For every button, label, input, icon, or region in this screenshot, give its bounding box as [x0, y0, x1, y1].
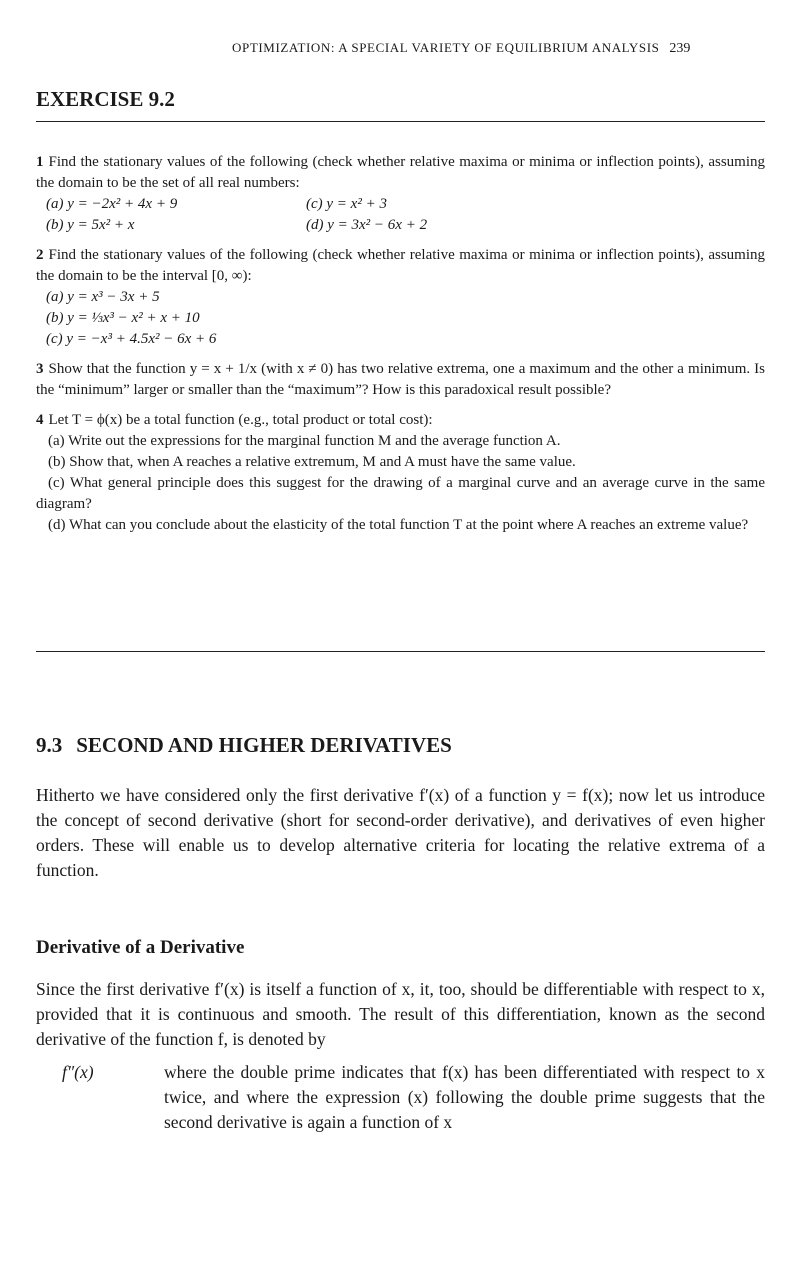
- section-heading: [36, 733, 452, 758]
- exercise-number: 2: [36, 247, 44, 263]
- exercise-part: (b) Show that, when A reaches a relative extremum, M and A must have the same value.: [48, 454, 576, 470]
- exercise-list: [36, 152, 765, 545]
- section-number: 9.3: [36, 733, 63, 757]
- subsection-paragraph: Since the first derivative f′(x) is itself a function of x, it, too, should be differentiable with respect to x, provided that it is continuous and smooth. The result of this differentiation, known as the second derivative of the function f, is denoted by: [36, 979, 765, 1049]
- exercise-part: (d) y = 3x² − 6x + 2: [306, 217, 428, 233]
- exercise-text: Show that the function y = x + 1/x (with x ≠ 0) has two relative extrema, one a maximum and the other a minimum. Is the “minimum” larger or smaller than the “maximum”? How is this paradoxical result possible?: [36, 361, 765, 398]
- exercise-item-4: [36, 410, 765, 536]
- page-number: 239: [669, 41, 691, 56]
- exercise-number: 1: [36, 154, 44, 170]
- exercise-number: 3: [36, 361, 44, 377]
- exercise-item-3: [36, 359, 765, 401]
- exercise-item-2: [36, 245, 765, 350]
- definition-block: [62, 1060, 765, 1135]
- exercise-text: Find the stationary values of the following (check whether relative maxima or minima or inflection points), assuming the domain to be the set of all real numbers:: [36, 154, 765, 191]
- running-title: OPTIMIZATION: A SPECIAL VARIETY OF EQUILIBRIUM ANALYSIS: [232, 40, 660, 55]
- exercise-number: 4: [36, 412, 44, 428]
- exercise-part: (a) y = −2x² + 4x + 9: [46, 196, 178, 212]
- definition-text: where the double prime indicates that f(x) has been differentiated with respect to x twice, and where the expression (x) following the double prime suggests that the second derivative is again a function of x: [164, 1062, 765, 1132]
- section-title: SECOND AND HIGHER DERIVATIVES: [76, 733, 452, 757]
- exercise-part: (c) y = −x³ + 4.5x² − 6x + 6: [46, 331, 217, 347]
- exercise-part: (b) y = ⅓x³ − x² + x + 10: [46, 310, 200, 326]
- exercise-text: Find the stationary values of the following (check whether relative maxima or minima or inflection points), assuming the domain to be the interval [0, ∞):: [36, 247, 765, 284]
- exercise-part: (a) Write out the expressions for the marginal function M and the average function A.: [48, 433, 561, 449]
- section-intro-paragraph: Hitherto we have considered only the first derivative f′(x) of a function y = f(x); now let us introduce the concept of second derivative (short for second-order derivative), and derivatives of even higher orders. These will enable us to develop alternative criteria for locating the relative extrema of a function.: [36, 785, 765, 880]
- exercise-rule-bottom: [36, 651, 765, 652]
- exercise-rule-top: [36, 121, 765, 122]
- subsection-heading: Derivative of a Derivative: [36, 937, 245, 958]
- exercise-title: EXERCISE 9.2: [36, 87, 175, 111]
- exercise-part: (c) What general principle does this suggest for the drawing of a marginal curve and an average curve in the same diagram?: [36, 475, 765, 512]
- exercise-part: (b) y = 5x² + x: [46, 217, 135, 233]
- running-head: [232, 40, 746, 57]
- exercise-part: (a) y = x³ − 3x + 5: [46, 289, 160, 305]
- exercise-part: (d) What can you conclude about the elasticity of the total function T at the point where A reaches an extreme value?: [48, 517, 749, 533]
- definition-term: f″(x): [62, 1062, 94, 1082]
- exercise-text: Let T = ϕ(x) be a total function (e.g., total product or total cost):: [48, 412, 433, 428]
- exercise-parts: [36, 194, 765, 236]
- exercise-part: (c) y = x² + 3: [306, 196, 387, 212]
- exercise-item-1: [36, 152, 765, 236]
